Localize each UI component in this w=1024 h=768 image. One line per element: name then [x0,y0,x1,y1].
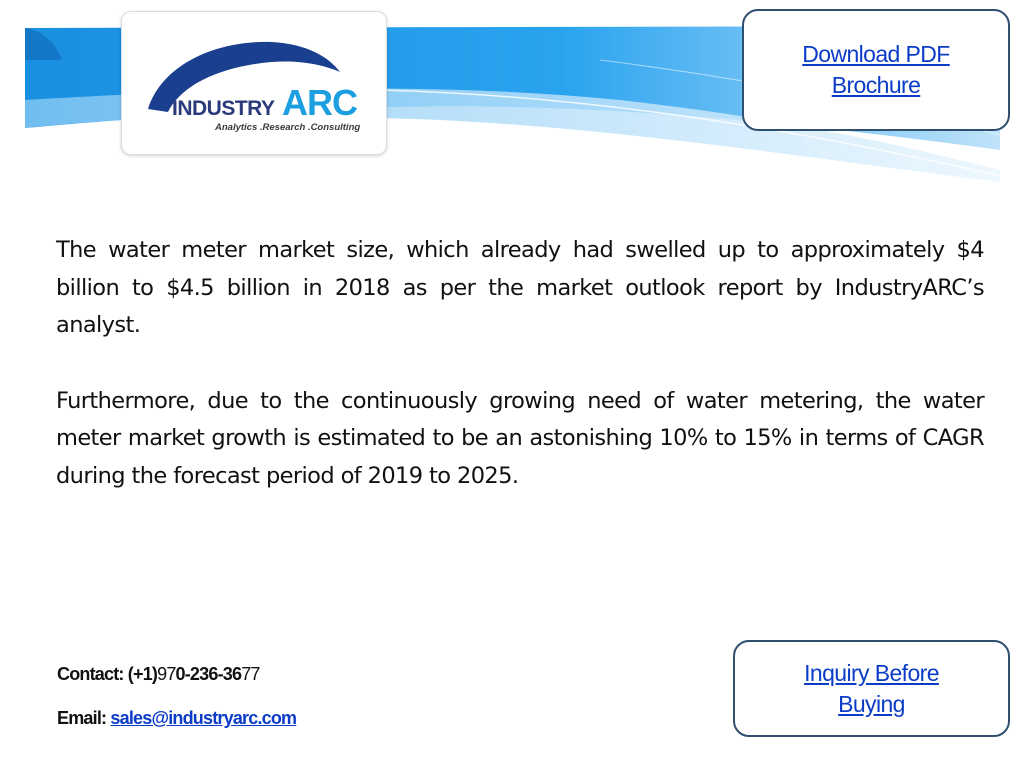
logo-brand-text-1: INDUSTRY [172,97,275,120]
download-brochure-line2: Brochure [831,72,921,98]
inquiry-before-buying-button[interactable] [733,640,1010,737]
phone-part-a: 97 [157,664,176,684]
company-logo [121,11,387,155]
body-text [56,232,984,533]
email-line [57,708,296,729]
download-brochure-link[interactable] [786,39,966,101]
inquiry-line1: Inquiry Before [804,659,939,686]
download-brochure-button[interactable] [742,9,1010,131]
logo-tagline: Analytics .Research .Consulting [215,122,361,133]
paragraph-market-growth: Furthermore, due to the continuously growing need of water metering, the water meter market growth is estimated to be an astonishing 10% to 15% in terms of CAGR during the forecast period of 2019 to 2025. [56,387,984,489]
inquiry-link[interactable] [782,658,962,720]
inquiry-line2: Buying [838,690,905,717]
logo-brand-text-2: ARC [282,82,357,123]
phone-part-b: 0-236-36 [175,664,242,684]
paragraph-market-size: The water meter market size, which already had swelled up to approximately $4 billion to $4.5 billion in 2018 as per the market outlook report by IndustryARC’s analyst. [56,237,984,338]
contact-line [57,664,260,685]
contact-label: Contact: (+1) [57,664,158,684]
email-label: Email: [57,708,107,728]
download-brochure-line1: Download PDF [802,41,950,67]
phone-part-c: 77 [241,664,260,684]
email-link[interactable]: sales@industryarc.com [110,708,297,728]
